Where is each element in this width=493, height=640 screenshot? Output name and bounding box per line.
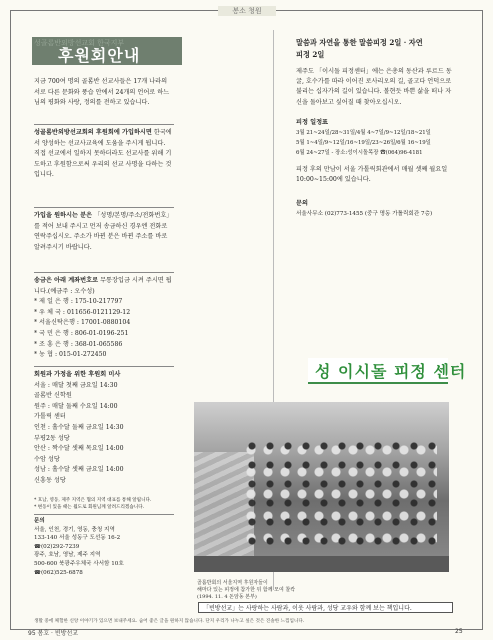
mass-item: 성남 : 홀수달 셋째 금요일 14:00 xyxy=(34,466,124,474)
mass-item: 서울 : 매달 첫째 금요일 14:30 xyxy=(34,381,118,389)
retreat-description: 제주도 「이시돌 피정센터」에는 은총의 동산과 루르드 동굴, 호수가를 따라 이어진 로사리오의 길, 골고다 언덕으로 불리는 십자가의 길이 있습니다. 볼현듯 바쁜 삶을 떠나 자신을 돌아보고 싶어질 때 찾아오십시오. xyxy=(296,68,452,106)
mass-list xyxy=(34,381,174,487)
mass-item: 가톨릭 센터 xyxy=(34,413,66,421)
prayer-text: 직접 선교에서 일하지 못하더라도 선교사를 위해 기도하고 후원함으로써 우리의 선교 사명을 다하는 것입니다. xyxy=(34,150,172,179)
page-title: 후원회안내 xyxy=(58,46,141,65)
join-bold: 가입을 원하시는 분은 xyxy=(34,212,93,219)
ground xyxy=(194,556,449,572)
mass-item: 부평2동 성당 xyxy=(34,434,70,442)
mass-section xyxy=(34,370,174,487)
meeting-text: 피정 후의 만남이 서울 가톨릭회관에서 매월 셋째 월요일 10:00~15:00에 있습니다. xyxy=(296,165,448,183)
photo-caption xyxy=(197,580,317,601)
schedule-line: 6월 24~27일 - 장소:성이시돌목장 ☎(064)96-4181 xyxy=(296,150,423,157)
intro-text: 지금 700여 명의 골롬반 선교사들은 17개 나라의 서로 다른 문화와 풍습 안에서 24개의 언어로 하느님의 평화와 사랑, 정의를 전하고 있습니다. xyxy=(34,78,170,107)
retreat-title-1: 말씀과 자연을 통한 말씀피정 2일 · 자연 xyxy=(296,38,423,47)
contact-title: 문의 xyxy=(34,518,45,524)
contact-list xyxy=(34,526,174,578)
contact-line: ☎(062)525-6878 xyxy=(34,569,83,576)
rule xyxy=(34,124,174,125)
account-item: * 제 일 은 행 : 175-10-217797 xyxy=(34,298,123,306)
account-item: * 국 민 은 행 : 806-01-0196-251 xyxy=(34,329,129,337)
account-item: * 서울신탁은행 : 17001-0880104 xyxy=(34,319,131,327)
rule xyxy=(34,272,174,273)
transfer-rest: 무통장입금 시켜 주시면 됩니다.(예금주 : 오수성) xyxy=(34,277,172,295)
rule xyxy=(34,366,174,367)
account-item: * 조 흥 은 행 : 368-01-065586 xyxy=(34,340,123,348)
contact-line: 광주, 호남, 영남, 제주 지역 xyxy=(34,552,101,559)
header-tab: 봉소 청원 xyxy=(218,6,276,16)
contact-line: ☎(02)292-7239 xyxy=(34,543,80,550)
footnote: 생활 중에 체험한 신앙 이야기가 있으면 보내주세요. 숨어 좋은 글을 원하지 않습니다. 단지 우리가 나누고 싶은 것은 진솔한 느낌입니다. xyxy=(34,619,305,624)
contact-line: 133-140 서울 성동구 도선동 16-2 xyxy=(34,535,121,542)
contact-line: 500-600 북광주우체국 사서함 10호 xyxy=(34,560,124,567)
contact-line: 서울, 인천, 경기, 영동, 충청 지역 xyxy=(34,526,115,533)
account-item: * 우 체 국 : 011656-0121129-12 xyxy=(34,308,131,316)
schedule-line: 5월 1~4일/9~12일/16~19일/23~26일/6월 16~19일 xyxy=(296,140,431,147)
mass-item: 수암 성당 xyxy=(34,455,60,463)
schedule-title: 피정 일정표 xyxy=(296,118,329,126)
inquiry-title: 문의 xyxy=(296,200,308,208)
note: * 호남, 영동, 제주 지역은 협의 지역 대표를 통해 알립니다. xyxy=(34,498,152,503)
mass-item: 인천 : 홀수달 둘째 금요일 14:30 xyxy=(34,423,124,431)
transfer-bold: 송금은 아래 계좌번호로 xyxy=(34,277,99,284)
mass-item: 안산 : 짝수달 셋째 목요일 14:00 xyxy=(34,445,124,453)
mass-title: 회원과 가정을 위한 후원회 미사 xyxy=(34,371,121,378)
retreat-title-2: 피정 2일 xyxy=(296,50,325,59)
group-photo xyxy=(194,402,449,572)
account-section xyxy=(34,276,174,361)
crowd xyxy=(242,436,437,554)
contact-section xyxy=(34,517,174,577)
intro-paragraph xyxy=(34,77,174,109)
join-rest: 「성명/본명/주소/전화번호」를 적어 보내 주시고 먼저 송금하신 경우엔 전화로 연락주십시오. 주소가 바뀐 분은 바뀐 주소를 바로 알려주시기 바랍니다. xyxy=(34,212,173,251)
banner-subtitle: 성골롬반외방선교회 한국지부 xyxy=(34,39,125,47)
account-item: * 농 협 : 015-01-272450 xyxy=(34,351,107,359)
membership-text xyxy=(34,128,174,149)
inquiry-text: 서울사무소 (02)773-1455 (중구 명동 가톨릭회관 7층) xyxy=(296,211,433,218)
schedule-line: 3월 21~24일/28~31일/4월 4~7일/9~12일/18~21일 xyxy=(296,130,431,137)
membership-rest: 한국에서 양성하는 선교사교육에 도움을 주시게 됩니다. xyxy=(34,129,172,147)
retreat-section xyxy=(296,37,456,219)
caption-line: 해마다 있는 피정에 참가한 뒤 함께 모여 찰칵 xyxy=(197,587,296,593)
caption-line: (1994. 11. 4 돈암동 본부) xyxy=(197,594,257,600)
mass-item: 신흥동 성당 xyxy=(34,476,66,484)
bottom-slogan-bar: 「빈방선교」는 사랑하는 사람과, 이웃 사람과, 성당 교우와 함께 보는 책입니다. xyxy=(198,602,453,613)
schedule-list xyxy=(296,128,456,159)
caption-line: 골롬반회의 서울지역 후원자들이 xyxy=(197,580,268,586)
note: * 변동이 있을 때는 월도로 회원님께 알려드리겠습니다. xyxy=(34,505,145,510)
mass-item: 골롬반 신학원 xyxy=(34,392,72,400)
membership-bold: 성골롬반외방선교회의 후원회에 가입하시면 xyxy=(34,129,152,136)
rule xyxy=(34,207,174,208)
join-section xyxy=(34,211,174,253)
retreat-center-name: 성 이시돌 피정 센터 xyxy=(315,362,467,381)
join-text xyxy=(34,211,174,253)
mass-item: 원주 : 매달 둘째 수요일 14:00 xyxy=(34,402,118,410)
membership-section xyxy=(34,128,174,181)
page-number-left: 95 봄호 · 빈방선교 xyxy=(28,630,79,637)
account-list xyxy=(34,297,174,361)
mass-notes xyxy=(34,497,174,511)
rule xyxy=(34,514,174,515)
page-number-right: 25 xyxy=(455,628,463,635)
transfer-text xyxy=(34,276,174,297)
